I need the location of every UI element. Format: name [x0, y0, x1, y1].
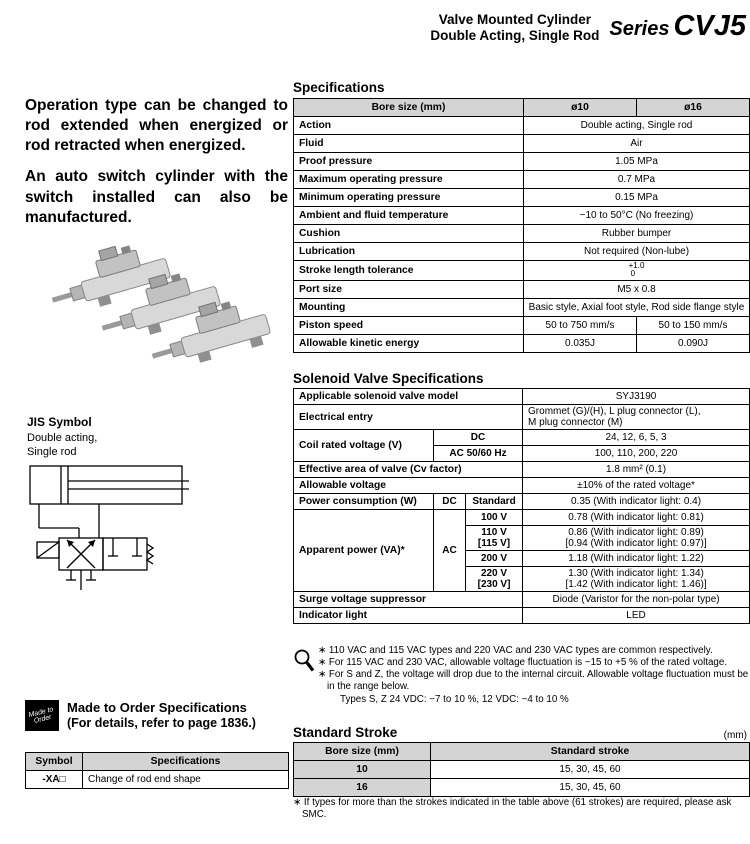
doc-title-line2: Double Acting, Single Rod [430, 27, 600, 43]
std-bore-value: 10 [294, 761, 431, 779]
made-to-order-table [25, 752, 289, 789]
table-row [294, 135, 750, 153]
table-row [294, 761, 750, 779]
series-word: Series [609, 18, 670, 40]
spec-value: 0.7 MPa [524, 171, 750, 189]
specifications-table [293, 98, 750, 353]
spec-label: Piston speed [294, 316, 524, 334]
sol-power-sub2: Standard [466, 494, 523, 510]
intro-paragraph-1: Operation type can be changed to rod extended when energized or rod retracted when energized. [25, 97, 288, 155]
table-row [294, 608, 750, 624]
doc-title [430, 8, 599, 44]
spec-value: Rubber bumper [524, 225, 750, 243]
solenoid-notes [318, 645, 750, 706]
mto-spec-value: Change of rod end shape [83, 771, 289, 789]
spec-value-10: 0.035J [524, 334, 637, 352]
note-line: ∗ For S and Z, the voltage will drop due to the internal circuit. Allowable voltage fluctuation must be in the range below. [318, 669, 749, 693]
stroke-tolerance-cell [524, 261, 750, 281]
intro-paragraph-2: An auto switch cylinder with the switch installed can also be manufactured. [25, 168, 288, 226]
std-bore-value: 16 [294, 779, 431, 797]
sol-apparent-value: 1.18 (With indicator light: 1.22) [523, 551, 750, 567]
spec-label: Allowable kinetic energy [294, 334, 524, 352]
table-row [294, 510, 750, 526]
spec-value: Not required (Non-lube) [524, 243, 750, 261]
standard-stroke-unit: (mm) [723, 730, 747, 741]
spec-value: Air [524, 135, 750, 153]
sol-apparent-value: 0.86 (With indicator light: 0.89) [0.94 (With indicator light: 0.97)] [523, 526, 750, 551]
sol-apparent-sub: AC [434, 510, 466, 592]
table-row [294, 592, 750, 608]
sol-coil-label: Coil rated voltage (V) [294, 430, 434, 462]
spec-bore-16: ø16 [637, 99, 750, 117]
table-row [294, 334, 750, 352]
made-to-order-titles [67, 700, 256, 732]
jis-symbol-line2: Single rod [27, 445, 77, 458]
sol-power-label: Power consumption (W) [294, 494, 434, 510]
jis-symbol-line1: Double acting, [27, 432, 98, 444]
table-row [294, 462, 750, 478]
made-to-order-subtitle: (For details, refer to page 1836.) [67, 716, 256, 731]
table-row [294, 99, 750, 117]
note-line: ∗ For 115 VAC and 230 VAC, allowable voltage fluctuation is −15 to +5 % of the rated voltage. [318, 657, 728, 669]
standard-stroke-heading: Standard Stroke [293, 725, 398, 740]
sol-power-sub1: DC [434, 494, 466, 510]
sol-model-value: SYJ3190 [523, 389, 750, 405]
table-row [294, 153, 750, 171]
spec-value-16: 50 to 150 mm/s [637, 316, 750, 334]
table-row [294, 430, 750, 446]
sol-area-value: 1.8 mm² (0.1) [523, 462, 750, 478]
solenoid-table-wrap [293, 388, 750, 624]
standard-stroke-table [293, 742, 750, 797]
std-col-bore: Bore size (mm) [294, 743, 431, 761]
table-row [26, 753, 289, 771]
table-row [294, 478, 750, 494]
table-row [294, 225, 750, 243]
mto-symbol-value: -XA□ [26, 771, 83, 789]
note-line: Types S, Z 24 VDC: −7 to 10 %, 12 VDC: −4 to 10 % [340, 693, 569, 705]
cylinders-illustration [22, 243, 292, 398]
std-stroke-value: 15, 30, 45, 60 [431, 761, 750, 779]
spec-value-16: 0.090J [637, 334, 750, 352]
jis-symbol-drawing [27, 462, 232, 612]
spec-value: M5 x 0.8 [524, 280, 750, 298]
spec-label: Stroke length tolerance [294, 261, 524, 281]
sol-coil-ac-value: 100, 110, 200, 220 [523, 446, 750, 462]
solenoid-heading: Solenoid Valve Specifications [293, 371, 484, 386]
table-row [294, 743, 750, 761]
sol-indicator-value: LED [523, 608, 750, 624]
jis-symbol-title: JIS Symbol [27, 415, 92, 429]
spec-value: Double acting, Single rod [524, 117, 750, 135]
sol-coil-ac-label: AC 50/60 Hz [434, 446, 523, 462]
standard-stroke-table-wrap [293, 742, 750, 797]
sol-apparent-label: Apparent power (VA)* [294, 510, 434, 592]
spec-value: Basic style, Axial foot style, Rod side flange style [524, 298, 750, 316]
spec-value: 1.05 MPa [524, 153, 750, 171]
specifications-heading: Specifications [293, 80, 385, 95]
sol-indicator-label: Indicator light [294, 608, 523, 624]
spec-header-label: Bore size (mm) [294, 99, 524, 117]
sol-apparent-value: 0.78 (With indicator light: 0.81) [523, 510, 750, 526]
spec-label: Lubrication [294, 243, 524, 261]
table-row [294, 779, 750, 797]
spec-value-10: 50 to 750 mm/s [524, 316, 637, 334]
specifications-table-wrap [293, 98, 750, 353]
sol-coil-dc-value: 24, 12, 6, 5, 3 [523, 430, 750, 446]
made-to-order-header [25, 700, 295, 732]
intro-text [25, 96, 288, 239]
made-to-order-badge-label: Made to Order [27, 705, 55, 725]
table-row [294, 261, 750, 281]
sol-entry-value: Grommet (G)/(H), L plug connector (L), M plug connector (M) [523, 405, 750, 430]
made-to-order-title: Made to Order Specifications [67, 700, 247, 715]
spec-label: Fluid [294, 135, 524, 153]
table-row [294, 280, 750, 298]
spec-bore-10: ø10 [524, 99, 637, 117]
made-to-order-badge-icon [25, 700, 59, 731]
table-row [294, 171, 750, 189]
product-photo [22, 243, 292, 398]
table-row [294, 316, 750, 334]
stroke-tolerance-value: +1.0 0 [628, 261, 645, 279]
sol-power-value: 0.35 (With indicator light: 0.4) [523, 494, 750, 510]
table-row [294, 243, 750, 261]
sol-apparent-voltage: 100 V [466, 510, 523, 526]
sol-apparent-voltage: 200 V [466, 551, 523, 567]
table-row [294, 494, 750, 510]
spec-label: Ambient and fluid temperature [294, 207, 524, 225]
sol-model-label: Applicable solenoid valve model [294, 389, 523, 405]
table-row [294, 298, 750, 316]
sol-surge-label: Surge voltage suppressor [294, 592, 523, 608]
spec-label: Cushion [294, 225, 524, 243]
sol-surge-value: Diode (Varistor for the non-polar type) [523, 592, 750, 608]
sol-apparent-voltage: 220 V [230 V] [466, 567, 523, 592]
table-row [294, 189, 750, 207]
std-col-stroke: Standard stroke [431, 743, 750, 761]
sol-area-label: Effective area of valve (Cv factor) [294, 462, 523, 478]
spec-label: Port size [294, 280, 524, 298]
spec-value: −10 to 50°C (No freezing) [524, 207, 750, 225]
sol-allowable-value: ±10% of the rated voltage* [523, 478, 750, 494]
spec-label: Minimum operating pressure [294, 189, 524, 207]
doc-title-line1: Valve Mounted Cylinder [438, 12, 592, 27]
series-code: CVJ5 [673, 10, 746, 42]
table-row [294, 405, 750, 430]
table-row [294, 389, 750, 405]
mto-col-spec: Specifications [83, 753, 289, 771]
magnifier-icon [293, 648, 315, 673]
jis-symbol-block [27, 415, 227, 460]
spec-label: Proof pressure [294, 153, 524, 171]
table-row [26, 771, 289, 789]
note-line: ∗ 110 VAC and 115 VAC types and 220 VAC and 230 VAC types are common respectively. [318, 645, 713, 656]
sol-allowable-label: Allowable voltage [294, 478, 523, 494]
sol-entry-label: Electrical entry [294, 405, 523, 430]
table-row [294, 207, 750, 225]
sol-coil-dc-label: DC [434, 430, 523, 446]
spec-label: Maximum operating pressure [294, 171, 524, 189]
doc-header [380, 8, 746, 44]
spec-label: Action [294, 117, 524, 135]
solenoid-table [293, 388, 750, 624]
series-title [609, 8, 746, 43]
spec-value: 0.15 MPa [524, 189, 750, 207]
standard-stroke-note: ∗ If types for more than the strokes indicated in the table above (61 strokes) are required, please ask SMC. [293, 797, 732, 821]
std-stroke-value: 15, 30, 45, 60 [431, 779, 750, 797]
mto-col-symbol: Symbol [26, 753, 83, 771]
sol-apparent-voltage: 110 V [115 V] [466, 526, 523, 551]
table-row [294, 117, 750, 135]
spec-label: Mounting [294, 298, 524, 316]
made-to-order-table-wrap [25, 752, 289, 789]
sol-apparent-value: 1.30 (With indicator light: 1.34) [1.42 (With indicator light: 1.46)] [523, 567, 750, 592]
